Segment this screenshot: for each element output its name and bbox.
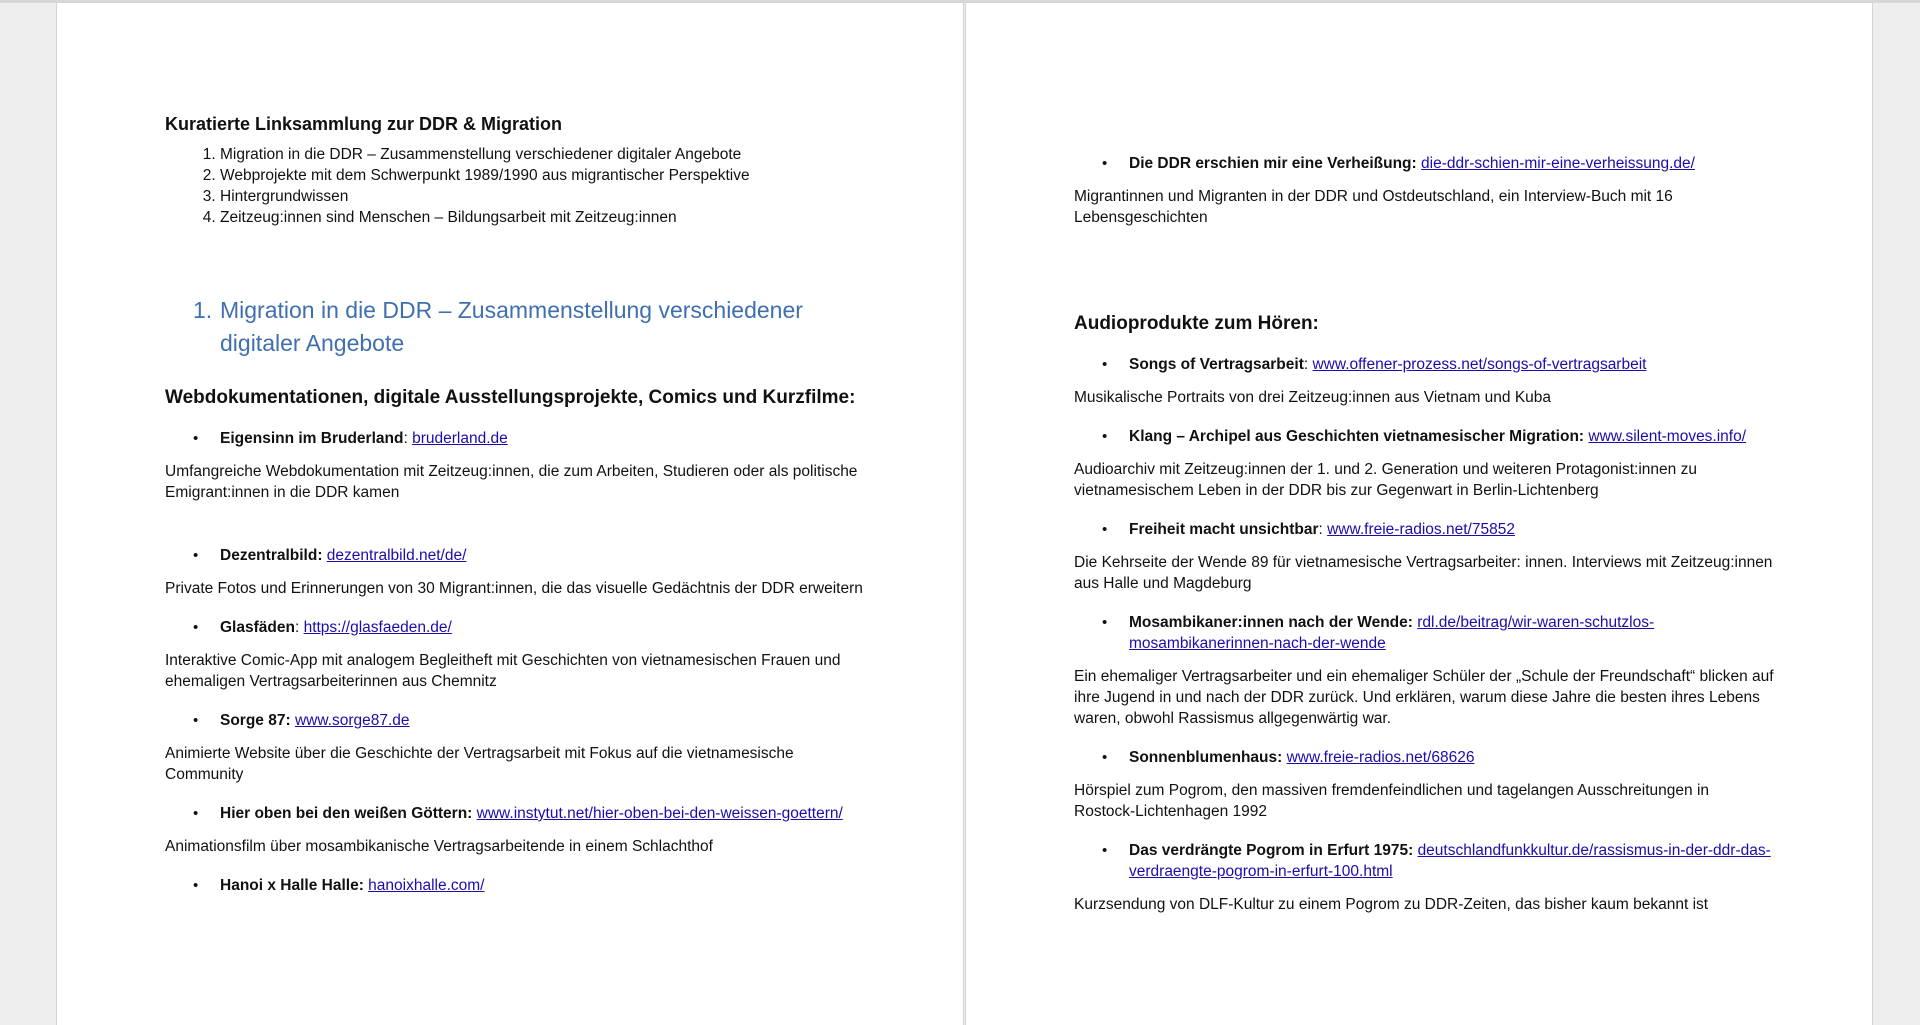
toc-item: 4. Zeitzeug:innen sind Menschen – Bildungsarbeit mit Zeitzeug:innen xyxy=(220,207,865,228)
item-label: Glasfäden xyxy=(220,619,295,636)
item-separator: : xyxy=(294,619,304,636)
item-description: Hörspiel zum Pogrom, den massiven fremdenfeindlichen und tagelangen Ausschreitungen in Rostock-Lichtenhagen 1992 xyxy=(1074,782,1710,820)
list-item xyxy=(165,710,865,731)
item-description: Die Kehrseite der Wende 89 für vietnamesische Vertragsarbeiter: innen. Interviews mit Zeitzeug:innen aus Halle und Magdeburg xyxy=(1074,554,1773,592)
item-link[interactable]: dezentralbild.net/de/ xyxy=(326,547,467,564)
document-title: Kuratierte Linksammlung zur DDR & Migration xyxy=(165,114,563,134)
item-label: Eigensinn im Bruderland xyxy=(220,430,404,447)
item-description: Animierte Website über die Geschichte der Vertragsarbeit mit Fokus auf die vietnamesische Community xyxy=(165,745,794,783)
item-label: Dezentralbild: xyxy=(220,547,323,564)
list-item xyxy=(165,545,865,566)
list-item xyxy=(1074,153,1774,174)
item-link[interactable]: rdl.de/beitrag/wir-waren-schutzlos-mosambikanerinnen-nach-der-wende xyxy=(1129,614,1655,652)
audio-heading: Audioprodukte zum Hören: xyxy=(1074,313,1319,334)
section-title: Migration in die DDR – Zusammenstellung verschiedener digitaler Angebote xyxy=(220,297,803,356)
document-page-left xyxy=(57,3,963,1025)
list-item xyxy=(1074,354,1774,375)
list-item xyxy=(1074,612,1774,654)
item-description: Migrantinnen und Migranten in der DDR und Ostdeutschland, ein Interview-Buch mit 16 Lebensgeschichten xyxy=(1074,188,1673,226)
item-link[interactable]: www.offener-prozess.net/songs-of-vertragsarbeit xyxy=(1312,356,1647,373)
item-description: Umfangreiche Webdokumentation mit Zeitzeug:innen, die zum Arbeiten, Studieren oder als politische Emigrant:innen in die DDR kamen xyxy=(165,463,858,501)
item-link[interactable]: bruderland.de xyxy=(412,430,508,447)
item-description: Ein ehemaliger Vertragsarbeiter und ein ehemaliger Schüler der „Schule der Freundschaft“ blicken auf ihre Jugend in und nach der DDR zurück. Und erklären, warum diese Jahre die besten ihres Lebens waren, obwohl Rassismus allgegenwärtig war. xyxy=(1074,668,1774,727)
toc-item: 2. Webprojekte mit dem Schwerpunkt 1989/1990 aus migrantischer Perspektive xyxy=(220,165,865,186)
section-heading xyxy=(165,294,865,360)
list-item xyxy=(1074,426,1774,447)
item-label: Klang – Archipel aus Geschichten vietnamesischer Migration: xyxy=(1129,428,1585,445)
item-link[interactable]: deutschlandfunkkultur.de/rassismus-in-der-ddr-das-verdraengte-pogrom-in-erfurt-100.html xyxy=(1129,842,1771,880)
document-page-right xyxy=(966,3,1872,1025)
item-link[interactable]: www.freie-radios.net/75852 xyxy=(1327,521,1515,538)
item-label: Mosambikaner:innen nach der Wende: xyxy=(1129,614,1413,631)
page-content-left xyxy=(165,112,865,896)
item-label: Das verdrängte Pogrom in Erfurt 1975: xyxy=(1129,842,1414,859)
item-description: Musikalische Portraits von drei Zeitzeug:innen aus Vietnam und Kuba xyxy=(1074,389,1552,406)
item-label: Die DDR erschien mir eine Verheißung: xyxy=(1129,155,1417,172)
item-label: Sonnenblumenhaus: xyxy=(1129,749,1283,766)
item-description: Animationsfilm über mosambikanische Vertragsarbeitende in einem Schlachthof xyxy=(165,838,713,855)
list-item xyxy=(165,617,865,638)
item-description: Interaktive Comic-App mit analogem Begleitheft mit Geschichten von vietnamesischen Frauen und ehemaligen Vertragsarbeiterinnen aus Chemnitz xyxy=(165,652,841,690)
toc-item: 3. Hintergrundwissen xyxy=(220,186,865,207)
subheading: Webdokumentationen, digitale Ausstellungsprojekte, Comics und Kurzfilme: xyxy=(165,387,856,408)
list-item xyxy=(165,428,865,449)
item-description: Private Fotos und Erinnerungen von 30 Migrant:innen, die das visuelle Gedächtnis der DDR erweitern xyxy=(165,580,863,597)
item-separator: : xyxy=(403,430,413,447)
item-label: Sorge 87: xyxy=(220,712,291,729)
item-label: Hier oben bei den weißen Göttern: xyxy=(220,805,473,822)
item-label: Songs of Vertragsarbeit xyxy=(1129,356,1304,373)
item-link[interactable]: www.sorge87.de xyxy=(294,712,410,729)
table-of-contents xyxy=(165,144,865,228)
item-link[interactable]: https://glasfaeden.de/ xyxy=(303,619,452,636)
item-separator: : xyxy=(1318,521,1328,538)
item-link[interactable]: die-ddr-schien-mir-eine-verheissung.de/ xyxy=(1421,155,1695,172)
item-label: Hanoi x Halle Halle: xyxy=(220,877,364,894)
list-item xyxy=(165,875,865,896)
item-label: Freiheit macht unsichtbar xyxy=(1129,521,1319,538)
item-link[interactable]: www.freie-radios.net/68626 xyxy=(1286,749,1475,766)
list-item xyxy=(1074,840,1774,882)
section-number: 1. xyxy=(193,297,213,323)
item-separator: : xyxy=(1303,356,1313,373)
list-item xyxy=(165,803,865,824)
item-description: Kurzsendung von DLF-Kultur zu einem Pogrom zu DDR-Zeiten, das bisher kaum bekannt ist xyxy=(1074,896,1709,913)
list-item xyxy=(1074,747,1774,768)
list-item xyxy=(1074,519,1774,540)
item-description: Audioarchiv mit Zeitzeug:innen der 1. und 2. Generation und weiteren Protagonist:innen zu vietnamesischem Leben in der DDR bis zur Gegenwart in Berlin-Lichtenberg xyxy=(1074,461,1697,499)
item-link[interactable]: www.instytut.net/hier-oben-bei-den-weissen-goettern/ xyxy=(476,805,843,822)
item-link[interactable]: hanoixhalle.com/ xyxy=(368,877,485,894)
toc-item: 1. Migration in die DDR – Zusammenstellung verschiedener digitaler Angebote xyxy=(220,144,865,165)
item-link[interactable]: www.silent-moves.info/ xyxy=(1588,428,1747,445)
page-content-right xyxy=(1074,153,1774,933)
